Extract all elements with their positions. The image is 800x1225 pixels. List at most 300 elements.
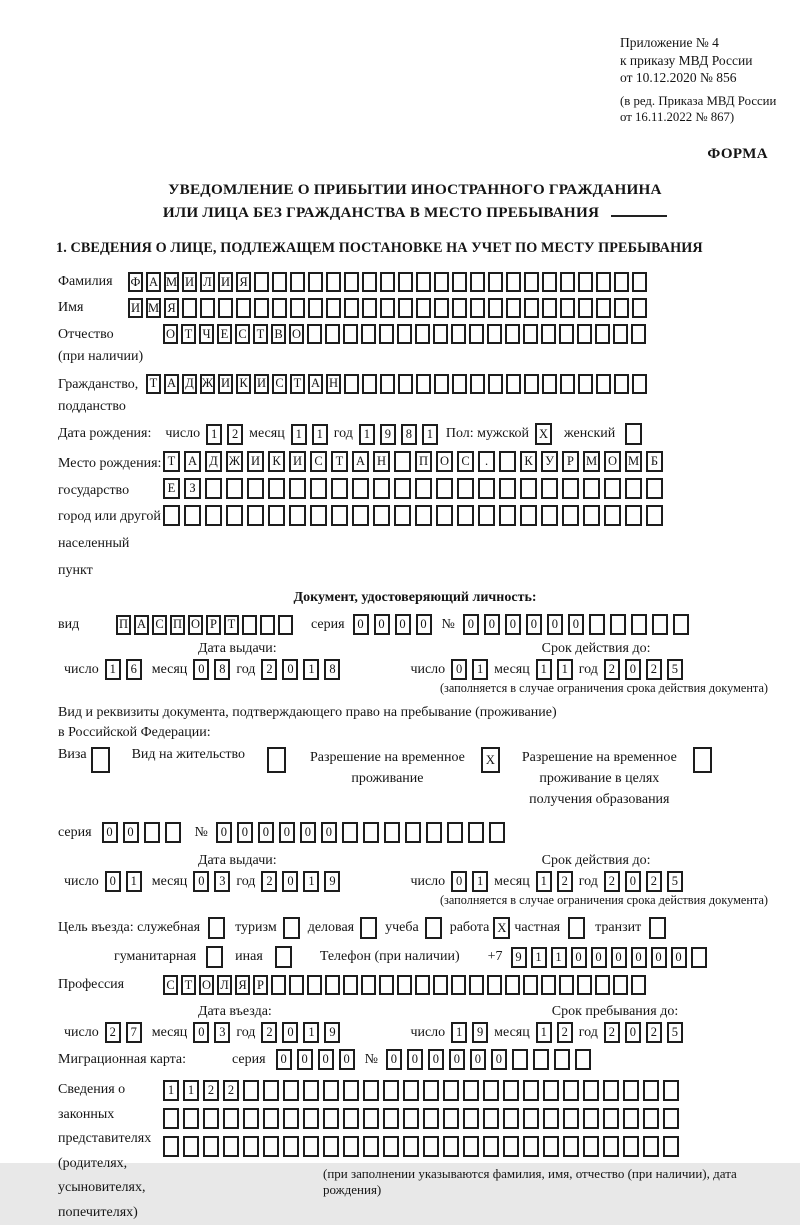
profession-cell[interactable]: Т bbox=[181, 975, 196, 995]
birth-place-3-cell[interactable] bbox=[646, 505, 663, 526]
doc-kind-cell[interactable]: П bbox=[170, 615, 185, 635]
phone-cell[interactable]: 9 bbox=[511, 947, 527, 968]
reps-1-cell[interactable] bbox=[423, 1080, 439, 1101]
doc-number-cell[interactable]: 0 bbox=[526, 614, 542, 635]
name-cell[interactable] bbox=[614, 298, 629, 318]
name-cell[interactable] bbox=[506, 298, 521, 318]
birth-place-1-cell[interactable]: Р bbox=[562, 451, 579, 472]
profession-cell[interactable] bbox=[505, 975, 520, 995]
reps-2-cell[interactable] bbox=[563, 1108, 579, 1129]
doc-valid-month-cell[interactable]: 1 bbox=[536, 659, 552, 680]
reps-2-cell[interactable] bbox=[423, 1108, 439, 1129]
reps-1-cell[interactable] bbox=[543, 1080, 559, 1101]
doc-issue-year-cell[interactable]: 8 bbox=[324, 659, 340, 680]
reps-3-cell[interactable] bbox=[403, 1136, 419, 1157]
mig-series-cell[interactable]: 0 bbox=[318, 1049, 334, 1070]
citizenship-cell[interactable] bbox=[452, 374, 467, 394]
profession-cell[interactable] bbox=[577, 975, 592, 995]
mig-series-cell[interactable]: 0 bbox=[339, 1049, 355, 1070]
res-number-cell[interactable] bbox=[447, 822, 463, 843]
doc-number-cell[interactable] bbox=[652, 614, 668, 635]
profession-cell[interactable] bbox=[343, 975, 358, 995]
res-issue-month-cell[interactable]: 3 bbox=[214, 871, 230, 892]
reps-3-cell[interactable] bbox=[543, 1136, 559, 1157]
res-valid-year-cell[interactable]: 2 bbox=[604, 871, 620, 892]
reps-2-cell[interactable] bbox=[663, 1108, 679, 1129]
name-cell[interactable] bbox=[470, 298, 485, 318]
birth-place-3-cell[interactable] bbox=[583, 505, 600, 526]
stay-day-cell[interactable]: 1 bbox=[451, 1022, 467, 1043]
reps-1-cell[interactable]: 2 bbox=[223, 1080, 239, 1101]
name-cell[interactable] bbox=[542, 298, 557, 318]
citizenship-cell[interactable] bbox=[524, 374, 539, 394]
doc-number-cell[interactable] bbox=[589, 614, 605, 635]
doc-series-cell[interactable]: 0 bbox=[374, 614, 390, 635]
birth-place-3-cell[interactable] bbox=[352, 505, 369, 526]
profession-cell[interactable]: О bbox=[199, 975, 214, 995]
profession-cell[interactable] bbox=[379, 975, 394, 995]
entry-year-cell[interactable]: 0 bbox=[282, 1022, 298, 1043]
reps-3-cell[interactable] bbox=[303, 1136, 319, 1157]
res-valid-month-cell[interactable]: 2 bbox=[557, 871, 573, 892]
stay-day-cell[interactable]: 9 bbox=[472, 1022, 488, 1043]
mig-number-cell[interactable]: 0 bbox=[386, 1049, 402, 1070]
entry-year-cell[interactable]: 1 bbox=[303, 1022, 319, 1043]
patronymic-cell[interactable] bbox=[325, 324, 340, 344]
purpose-work-cell[interactable]: X bbox=[493, 917, 510, 939]
birth-place-1-cell[interactable]: М bbox=[625, 451, 642, 472]
citizenship-cell[interactable] bbox=[506, 374, 521, 394]
birth-place-2-cell[interactable] bbox=[205, 478, 222, 499]
res-series-cell[interactable]: 0 bbox=[123, 822, 139, 843]
res-issue-year-cell[interactable]: 0 bbox=[282, 871, 298, 892]
profession-cell[interactable] bbox=[397, 975, 412, 995]
birth-place-2-cell[interactable] bbox=[520, 478, 537, 499]
birth-place-1-cell[interactable]: С bbox=[310, 451, 327, 472]
doc-valid-year-cell[interactable]: 2 bbox=[604, 659, 620, 680]
name-cell[interactable] bbox=[524, 298, 539, 318]
res-issue-day-cell[interactable]: 1 bbox=[126, 871, 142, 892]
citizenship-cell[interactable]: Т bbox=[290, 374, 305, 394]
name-cell[interactable] bbox=[344, 298, 359, 318]
profession-cell[interactable] bbox=[613, 975, 628, 995]
res-issue-month-cell[interactable]: 0 bbox=[193, 871, 209, 892]
surname-cell[interactable] bbox=[416, 272, 431, 292]
patronymic-cell[interactable] bbox=[595, 324, 610, 344]
reps-3-cell[interactable] bbox=[563, 1136, 579, 1157]
entry-day-cell[interactable]: 2 bbox=[105, 1022, 121, 1043]
doc-valid-year-cell[interactable]: 5 bbox=[667, 659, 683, 680]
surname-cell[interactable] bbox=[506, 272, 521, 292]
birth-place-3-cell[interactable] bbox=[520, 505, 537, 526]
surname-cell[interactable] bbox=[308, 272, 323, 292]
birth-month-cell[interactable]: 1 bbox=[312, 424, 328, 445]
purpose-official-cell[interactable] bbox=[208, 917, 225, 939]
purpose-humanitarian-cell[interactable] bbox=[206, 946, 223, 968]
doc-issue-year-cell[interactable]: 2 bbox=[261, 659, 277, 680]
profession-cell[interactable] bbox=[307, 975, 322, 995]
res-number-cell[interactable]: 0 bbox=[279, 822, 295, 843]
reps-3-cell[interactable] bbox=[443, 1136, 459, 1157]
surname-cell[interactable]: М bbox=[164, 272, 179, 292]
birth-place-2-cell[interactable] bbox=[415, 478, 432, 499]
reps-2-cell[interactable] bbox=[343, 1108, 359, 1129]
citizenship-cell[interactable] bbox=[596, 374, 611, 394]
phone-cell[interactable]: 0 bbox=[671, 947, 687, 968]
patronymic-cell[interactable] bbox=[631, 324, 646, 344]
birth-place-3-cell[interactable] bbox=[436, 505, 453, 526]
birth-place-3-cell[interactable] bbox=[331, 505, 348, 526]
birth-place-3-cell[interactable] bbox=[289, 505, 306, 526]
res-number-cell[interactable] bbox=[363, 822, 379, 843]
birth-year-cell[interactable]: 1 bbox=[422, 424, 438, 445]
patronymic-cell[interactable] bbox=[559, 324, 574, 344]
profession-cell[interactable] bbox=[325, 975, 340, 995]
reps-2-cell[interactable] bbox=[303, 1108, 319, 1129]
surname-cell[interactable] bbox=[362, 272, 377, 292]
reps-1-cell[interactable] bbox=[503, 1080, 519, 1101]
reps-1-cell[interactable] bbox=[383, 1080, 399, 1101]
citizenship-cell[interactable] bbox=[488, 374, 503, 394]
citizenship-cell[interactable] bbox=[344, 374, 359, 394]
doc-series-cell[interactable]: 0 bbox=[353, 614, 369, 635]
name-cell[interactable] bbox=[326, 298, 341, 318]
reps-1-cell[interactable] bbox=[303, 1080, 319, 1101]
profession-cell[interactable] bbox=[451, 975, 466, 995]
sex-female-cell[interactable] bbox=[625, 423, 642, 445]
doc-kind-cell[interactable]: П bbox=[116, 615, 131, 635]
stay-year-cell[interactable]: 2 bbox=[604, 1022, 620, 1043]
surname-cell[interactable] bbox=[380, 272, 395, 292]
birth-place-2-cell[interactable]: З bbox=[184, 478, 201, 499]
name-cell[interactable]: М bbox=[146, 298, 161, 318]
citizenship-cell[interactable]: И bbox=[218, 374, 233, 394]
res-number-cell[interactable]: 0 bbox=[258, 822, 274, 843]
birth-place-1-cell[interactable]: М bbox=[583, 451, 600, 472]
name-cell[interactable] bbox=[578, 298, 593, 318]
citizenship-cell[interactable]: Н bbox=[326, 374, 341, 394]
surname-cell[interactable] bbox=[452, 272, 467, 292]
mig-number-cell[interactable]: 0 bbox=[428, 1049, 444, 1070]
res-valid-day-cell[interactable]: 1 bbox=[472, 871, 488, 892]
res-valid-month-cell[interactable]: 1 bbox=[536, 871, 552, 892]
birth-place-3-cell[interactable] bbox=[184, 505, 201, 526]
surname-cell[interactable]: А bbox=[146, 272, 161, 292]
birth-place-1-cell[interactable]: О bbox=[436, 451, 453, 472]
surname-cell[interactable] bbox=[596, 272, 611, 292]
profession-cell[interactable] bbox=[271, 975, 286, 995]
reps-2-cell[interactable] bbox=[243, 1108, 259, 1129]
birth-place-2-cell[interactable] bbox=[646, 478, 663, 499]
surname-cell[interactable]: И bbox=[218, 272, 233, 292]
stay-year-cell[interactable]: 5 bbox=[667, 1022, 683, 1043]
doc-number-cell[interactable]: 0 bbox=[484, 614, 500, 635]
surname-cell[interactable]: Ф bbox=[128, 272, 143, 292]
citizenship-cell[interactable] bbox=[434, 374, 449, 394]
reps-2-cell[interactable] bbox=[643, 1108, 659, 1129]
profession-cell[interactable] bbox=[469, 975, 484, 995]
birth-place-3-cell[interactable] bbox=[205, 505, 222, 526]
citizenship-cell[interactable] bbox=[560, 374, 575, 394]
surname-cell[interactable] bbox=[254, 272, 269, 292]
phone-cell[interactable]: 0 bbox=[591, 947, 607, 968]
doc-number-cell[interactable] bbox=[631, 614, 647, 635]
birth-month-cell[interactable]: 1 bbox=[291, 424, 307, 445]
res-issue-year-cell[interactable]: 9 bbox=[324, 871, 340, 892]
doc-valid-month-cell[interactable]: 1 bbox=[557, 659, 573, 680]
stay-year-cell[interactable]: 0 bbox=[625, 1022, 641, 1043]
citizenship-cell[interactable] bbox=[362, 374, 377, 394]
name-cell[interactable] bbox=[380, 298, 395, 318]
birth-place-2-cell[interactable] bbox=[247, 478, 264, 499]
birth-place-2-cell[interactable] bbox=[562, 478, 579, 499]
doc-series-cell[interactable]: 0 bbox=[395, 614, 411, 635]
birth-place-2-cell[interactable] bbox=[541, 478, 558, 499]
doc-issue-day-cell[interactable]: 6 bbox=[126, 659, 142, 680]
doc-valid-day-cell[interactable]: 0 bbox=[451, 659, 467, 680]
reps-3-cell[interactable] bbox=[523, 1136, 539, 1157]
patronymic-cell[interactable] bbox=[397, 324, 412, 344]
reps-1-cell[interactable] bbox=[583, 1080, 599, 1101]
birth-place-1-cell[interactable] bbox=[394, 451, 411, 472]
reps-3-cell[interactable] bbox=[643, 1136, 659, 1157]
surname-cell[interactable] bbox=[470, 272, 485, 292]
reps-1-cell[interactable] bbox=[603, 1080, 619, 1101]
res-valid-year-cell[interactable]: 5 bbox=[667, 871, 683, 892]
name-cell[interactable] bbox=[632, 298, 647, 318]
doc-valid-year-cell[interactable]: 2 bbox=[646, 659, 662, 680]
doc-kind-cell[interactable]: Р bbox=[206, 615, 221, 635]
reps-2-cell[interactable] bbox=[363, 1108, 379, 1129]
reps-3-cell[interactable] bbox=[183, 1136, 199, 1157]
name-cell[interactable] bbox=[200, 298, 215, 318]
doc-issue-year-cell[interactable]: 1 bbox=[303, 659, 319, 680]
profession-cell[interactable] bbox=[433, 975, 448, 995]
sex-male-cell[interactable]: X bbox=[535, 423, 552, 445]
reps-2-cell[interactable] bbox=[283, 1108, 299, 1129]
name-cell[interactable] bbox=[218, 298, 233, 318]
purpose-transit-cell[interactable] bbox=[649, 917, 666, 939]
surname-cell[interactable] bbox=[434, 272, 449, 292]
reps-2-cell[interactable] bbox=[463, 1108, 479, 1129]
birth-place-3-cell[interactable] bbox=[541, 505, 558, 526]
reps-3-cell[interactable] bbox=[583, 1136, 599, 1157]
citizenship-cell[interactable] bbox=[632, 374, 647, 394]
doc-number-cell[interactable]: 0 bbox=[568, 614, 584, 635]
doc-number-cell[interactable]: 0 bbox=[463, 614, 479, 635]
reps-3-cell[interactable] bbox=[483, 1136, 499, 1157]
reps-2-cell[interactable] bbox=[523, 1108, 539, 1129]
birth-place-1-cell[interactable]: Д bbox=[205, 451, 222, 472]
birth-place-2-cell[interactable] bbox=[604, 478, 621, 499]
res-number-cell[interactable] bbox=[384, 822, 400, 843]
residence-permit-check-cell[interactable] bbox=[267, 747, 286, 773]
citizenship-cell[interactable] bbox=[578, 374, 593, 394]
reps-3-cell[interactable] bbox=[623, 1136, 639, 1157]
mig-series-cell[interactable]: 0 bbox=[297, 1049, 313, 1070]
birth-place-2-cell[interactable] bbox=[394, 478, 411, 499]
reps-2-cell[interactable] bbox=[403, 1108, 419, 1129]
citizenship-cell[interactable]: Т bbox=[146, 374, 161, 394]
doc-number-cell[interactable]: 0 bbox=[505, 614, 521, 635]
birth-place-3-cell[interactable] bbox=[226, 505, 243, 526]
res-number-cell[interactable] bbox=[489, 822, 505, 843]
mig-number-cell[interactable] bbox=[554, 1049, 570, 1070]
patronymic-cell[interactable]: Е bbox=[217, 324, 232, 344]
reps-1-cell[interactable]: 2 bbox=[203, 1080, 219, 1101]
reps-2-cell[interactable] bbox=[263, 1108, 279, 1129]
name-cell[interactable] bbox=[416, 298, 431, 318]
res-series-cell[interactable] bbox=[165, 822, 181, 843]
reps-2-cell[interactable] bbox=[223, 1108, 239, 1129]
stay-month-cell[interactable]: 2 bbox=[557, 1022, 573, 1043]
doc-number-cell[interactable]: 0 bbox=[547, 614, 563, 635]
reps-3-cell[interactable] bbox=[223, 1136, 239, 1157]
name-cell[interactable] bbox=[182, 298, 197, 318]
name-cell[interactable] bbox=[362, 298, 377, 318]
surname-cell[interactable] bbox=[614, 272, 629, 292]
reps-3-cell[interactable] bbox=[343, 1136, 359, 1157]
doc-issue-year-cell[interactable]: 0 bbox=[282, 659, 298, 680]
res-issue-year-cell[interactable]: 1 bbox=[303, 871, 319, 892]
patronymic-cell[interactable] bbox=[343, 324, 358, 344]
surname-cell[interactable]: Я bbox=[236, 272, 251, 292]
birth-place-3-cell[interactable] bbox=[604, 505, 621, 526]
entry-year-cell[interactable]: 9 bbox=[324, 1022, 340, 1043]
res-number-cell[interactable] bbox=[342, 822, 358, 843]
doc-kind-cell[interactable]: С bbox=[152, 615, 167, 635]
res-valid-day-cell[interactable]: 0 bbox=[451, 871, 467, 892]
reps-2-cell[interactable] bbox=[163, 1108, 179, 1129]
surname-cell[interactable]: И bbox=[182, 272, 197, 292]
reps-2-cell[interactable] bbox=[623, 1108, 639, 1129]
res-series-cell[interactable]: 0 bbox=[102, 822, 118, 843]
birth-year-cell[interactable]: 1 bbox=[359, 424, 375, 445]
purpose-private-cell[interactable] bbox=[568, 917, 585, 939]
citizenship-cell[interactable]: А bbox=[308, 374, 323, 394]
patronymic-cell[interactable] bbox=[505, 324, 520, 344]
stay-month-cell[interactable]: 1 bbox=[536, 1022, 552, 1043]
birth-day-cell[interactable]: 1 bbox=[206, 424, 222, 445]
citizenship-cell[interactable] bbox=[398, 374, 413, 394]
profession-cell[interactable] bbox=[361, 975, 376, 995]
phone-cell[interactable] bbox=[691, 947, 707, 968]
birth-place-1-cell[interactable]: С bbox=[457, 451, 474, 472]
birth-place-3-cell[interactable] bbox=[499, 505, 516, 526]
surname-cell[interactable] bbox=[344, 272, 359, 292]
doc-kind-cell[interactable]: О bbox=[188, 615, 203, 635]
phone-cell[interactable]: 0 bbox=[651, 947, 667, 968]
reps-2-cell[interactable] bbox=[443, 1108, 459, 1129]
purpose-other-cell[interactable] bbox=[275, 946, 292, 968]
citizenship-cell[interactable]: И bbox=[254, 374, 269, 394]
citizenship-cell[interactable]: С bbox=[272, 374, 287, 394]
birth-place-2-cell[interactable]: Е bbox=[163, 478, 180, 499]
reps-1-cell[interactable] bbox=[283, 1080, 299, 1101]
phone-cell[interactable]: 1 bbox=[551, 947, 567, 968]
res-series-cell[interactable] bbox=[144, 822, 160, 843]
doc-valid-year-cell[interactable]: 0 bbox=[625, 659, 641, 680]
surname-cell[interactable] bbox=[632, 272, 647, 292]
surname-cell[interactable] bbox=[542, 272, 557, 292]
doc-kind-cell[interactable]: А bbox=[134, 615, 149, 635]
reps-2-cell[interactable] bbox=[183, 1108, 199, 1129]
birth-place-1-cell[interactable] bbox=[499, 451, 516, 472]
surname-cell[interactable] bbox=[272, 272, 287, 292]
name-cell[interactable] bbox=[434, 298, 449, 318]
citizenship-cell[interactable] bbox=[614, 374, 629, 394]
patronymic-cell[interactable]: В bbox=[271, 324, 286, 344]
profession-cell[interactable] bbox=[415, 975, 430, 995]
birth-place-3-cell[interactable] bbox=[163, 505, 180, 526]
reps-1-cell[interactable] bbox=[403, 1080, 419, 1101]
reps-3-cell[interactable] bbox=[423, 1136, 439, 1157]
doc-number-cell[interactable] bbox=[673, 614, 689, 635]
entry-year-cell[interactable]: 2 bbox=[261, 1022, 277, 1043]
citizenship-cell[interactable]: Ж bbox=[200, 374, 215, 394]
birth-place-1-cell[interactable]: П bbox=[415, 451, 432, 472]
reps-1-cell[interactable] bbox=[663, 1080, 679, 1101]
birth-place-3-cell[interactable] bbox=[562, 505, 579, 526]
doc-number-cell[interactable] bbox=[610, 614, 626, 635]
profession-cell[interactable]: Р bbox=[253, 975, 268, 995]
reps-3-cell[interactable] bbox=[263, 1136, 279, 1157]
name-cell[interactable] bbox=[290, 298, 305, 318]
name-cell[interactable] bbox=[560, 298, 575, 318]
citizenship-cell[interactable]: К bbox=[236, 374, 251, 394]
purpose-tourism-cell[interactable] bbox=[283, 917, 300, 939]
birth-place-1-cell[interactable]: У bbox=[541, 451, 558, 472]
doc-valid-day-cell[interactable]: 1 bbox=[472, 659, 488, 680]
birth-year-cell[interactable]: 8 bbox=[401, 424, 417, 445]
purpose-business-cell[interactable] bbox=[360, 917, 377, 939]
citizenship-cell[interactable] bbox=[380, 374, 395, 394]
entry-day-cell[interactable]: 7 bbox=[126, 1022, 142, 1043]
profession-cell[interactable] bbox=[595, 975, 610, 995]
doc-kind-cell[interactable] bbox=[242, 615, 257, 635]
reps-2-cell[interactable] bbox=[543, 1108, 559, 1129]
name-cell[interactable] bbox=[398, 298, 413, 318]
temp-residence-check-cell[interactable]: X bbox=[481, 747, 500, 773]
reps-1-cell[interactable] bbox=[243, 1080, 259, 1101]
birth-place-3-cell[interactable] bbox=[415, 505, 432, 526]
patronymic-cell[interactable] bbox=[451, 324, 466, 344]
temp-edu-check-cell[interactable] bbox=[693, 747, 712, 773]
phone-cell[interactable]: 0 bbox=[631, 947, 647, 968]
reps-3-cell[interactable] bbox=[603, 1136, 619, 1157]
birth-place-2-cell[interactable] bbox=[352, 478, 369, 499]
doc-kind-cell[interactable] bbox=[260, 615, 275, 635]
res-valid-year-cell[interactable]: 0 bbox=[625, 871, 641, 892]
name-cell[interactable] bbox=[272, 298, 287, 318]
visa-check-cell[interactable] bbox=[91, 747, 110, 773]
profession-cell[interactable] bbox=[289, 975, 304, 995]
phone-cell[interactable]: 0 bbox=[571, 947, 587, 968]
birth-place-3-cell[interactable] bbox=[457, 505, 474, 526]
reps-1-cell[interactable] bbox=[343, 1080, 359, 1101]
doc-kind-cell[interactable] bbox=[278, 615, 293, 635]
reps-3-cell[interactable] bbox=[163, 1136, 179, 1157]
surname-cell[interactable] bbox=[488, 272, 503, 292]
patronymic-cell[interactable] bbox=[577, 324, 592, 344]
surname-cell[interactable] bbox=[560, 272, 575, 292]
birth-place-2-cell[interactable] bbox=[310, 478, 327, 499]
birth-place-1-cell[interactable]: И bbox=[289, 451, 306, 472]
reps-2-cell[interactable] bbox=[483, 1108, 499, 1129]
reps-3-cell[interactable] bbox=[503, 1136, 519, 1157]
citizenship-cell[interactable] bbox=[416, 374, 431, 394]
mig-number-cell[interactable]: 0 bbox=[491, 1049, 507, 1070]
